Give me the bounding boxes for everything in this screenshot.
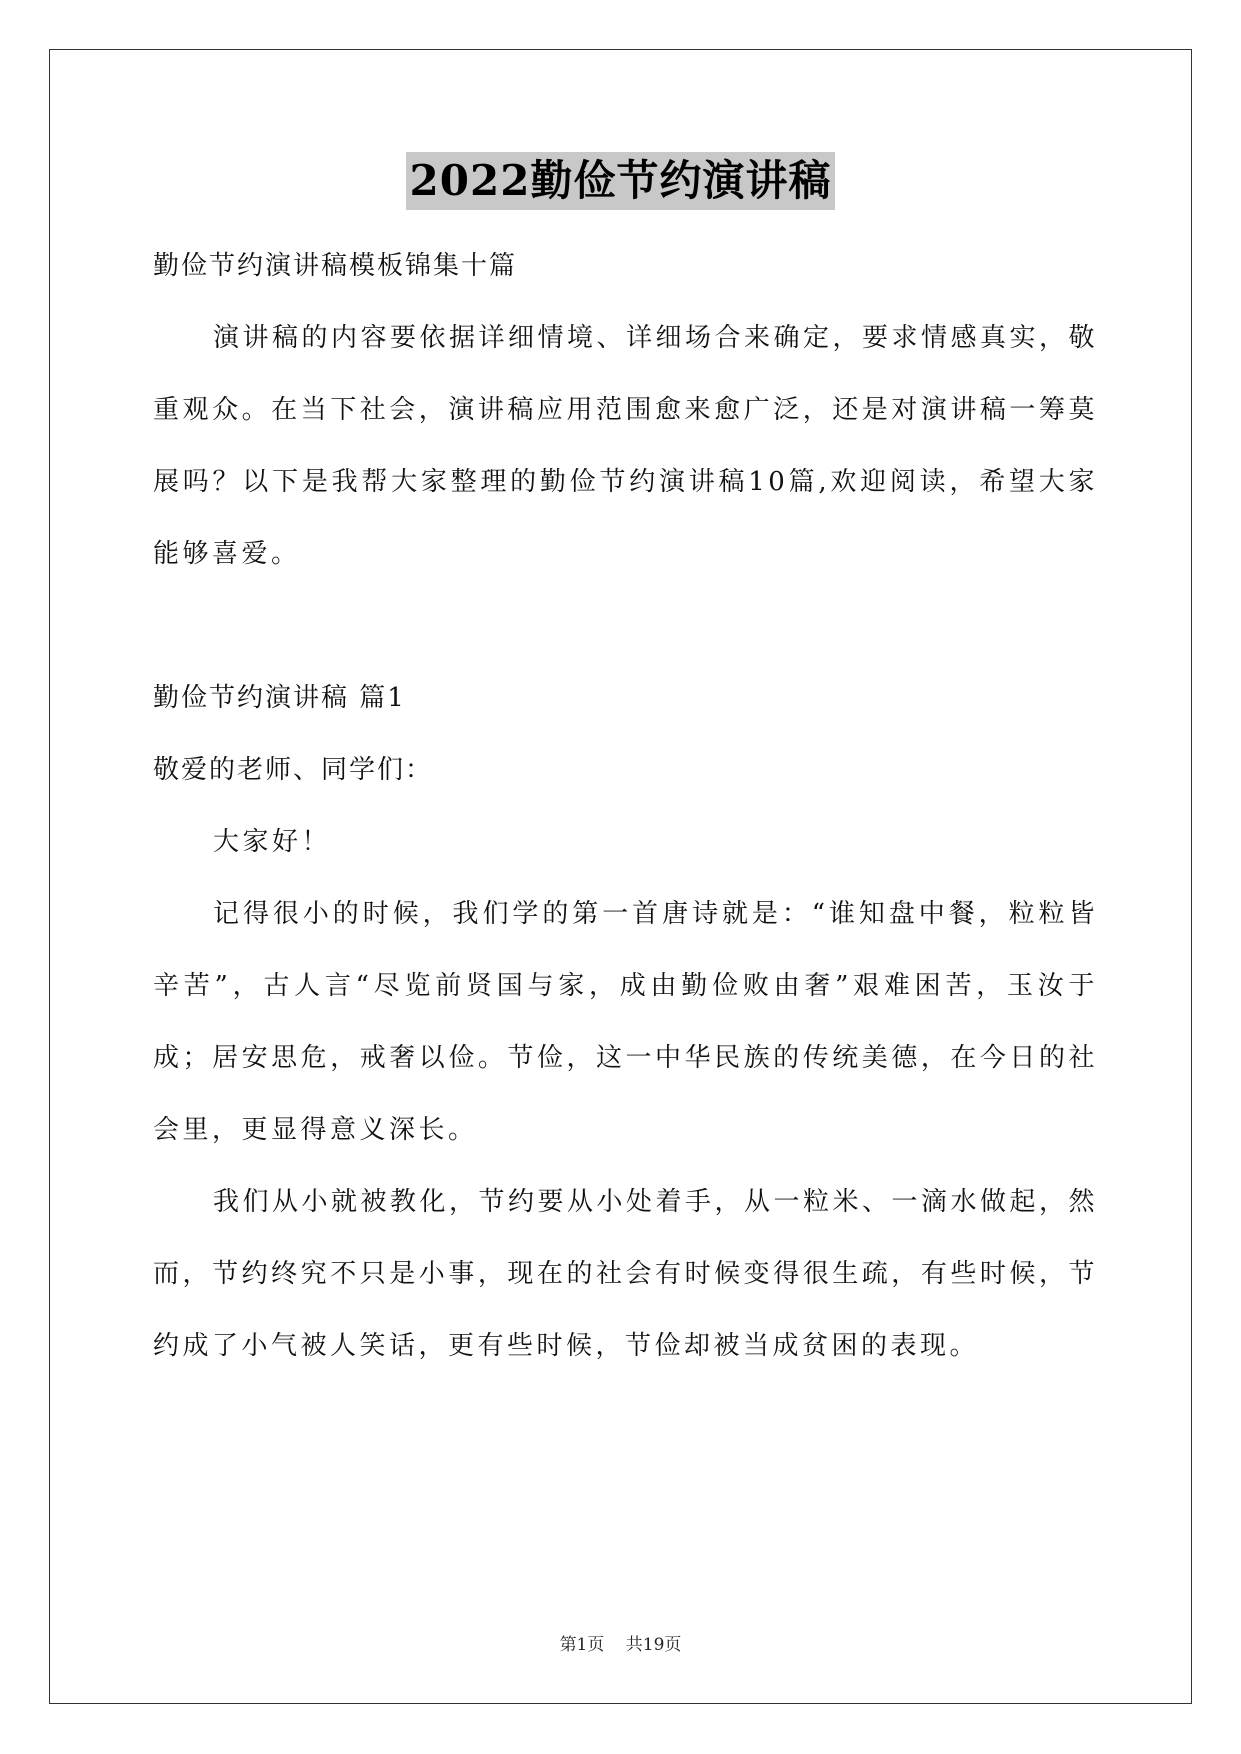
page-footer: [0, 1630, 1241, 1655]
page-total: 共19页: [625, 1635, 682, 1655]
greeting: 大家好！: [213, 827, 332, 857]
document-subtitle: 勤俭节约演讲稿模板锦集十篇: [153, 251, 518, 281]
document-body: [153, 230, 1098, 1382]
page-number: 第1页: [559, 1635, 605, 1655]
title-wrap: [0, 152, 1241, 210]
intro-paragraph: 演讲稿的内容要依据详细情境、详细场合来确定，要求情感真实，敬重观众。在当下社会，演讲稿应用范围愈来愈广泛，还是对演讲稿一筹莫展吗？以下是我帮大家整理的勤俭节约演讲稿10篇,欢迎阅读，希望大家能够喜爱。: [153, 323, 1099, 569]
section-heading: 勤俭节约演讲稿 篇1: [153, 683, 406, 713]
body-paragraph-1: 记得很小的时候，我们学的第一首唐诗就是：“谁知盘中餐，粒粒皆辛苦”，古人言“尽览前贤国与家，成由勤俭败由奢”艰难困苦，玉汝于成；居安思危，戒奢以俭。节俭，这一中华民族的传统美德，在今日的社会里，更显得意义深长。: [153, 899, 1098, 1145]
section-spacer: [153, 590, 1098, 662]
page-title: 2022勤俭节约演讲稿: [406, 152, 836, 210]
body-paragraph-2: 我们从小就被教化，节约要从小处着手，从一粒米、一滴水做起，然而，节约终究不只是小事，现在的社会有时候变得很生疏，有些时候，节约成了小气被人笑话，更有些时候，节俭却被当成贫困的表现。: [153, 1187, 1099, 1361]
salutation: 敬爱的老师、同学们：: [153, 755, 434, 785]
